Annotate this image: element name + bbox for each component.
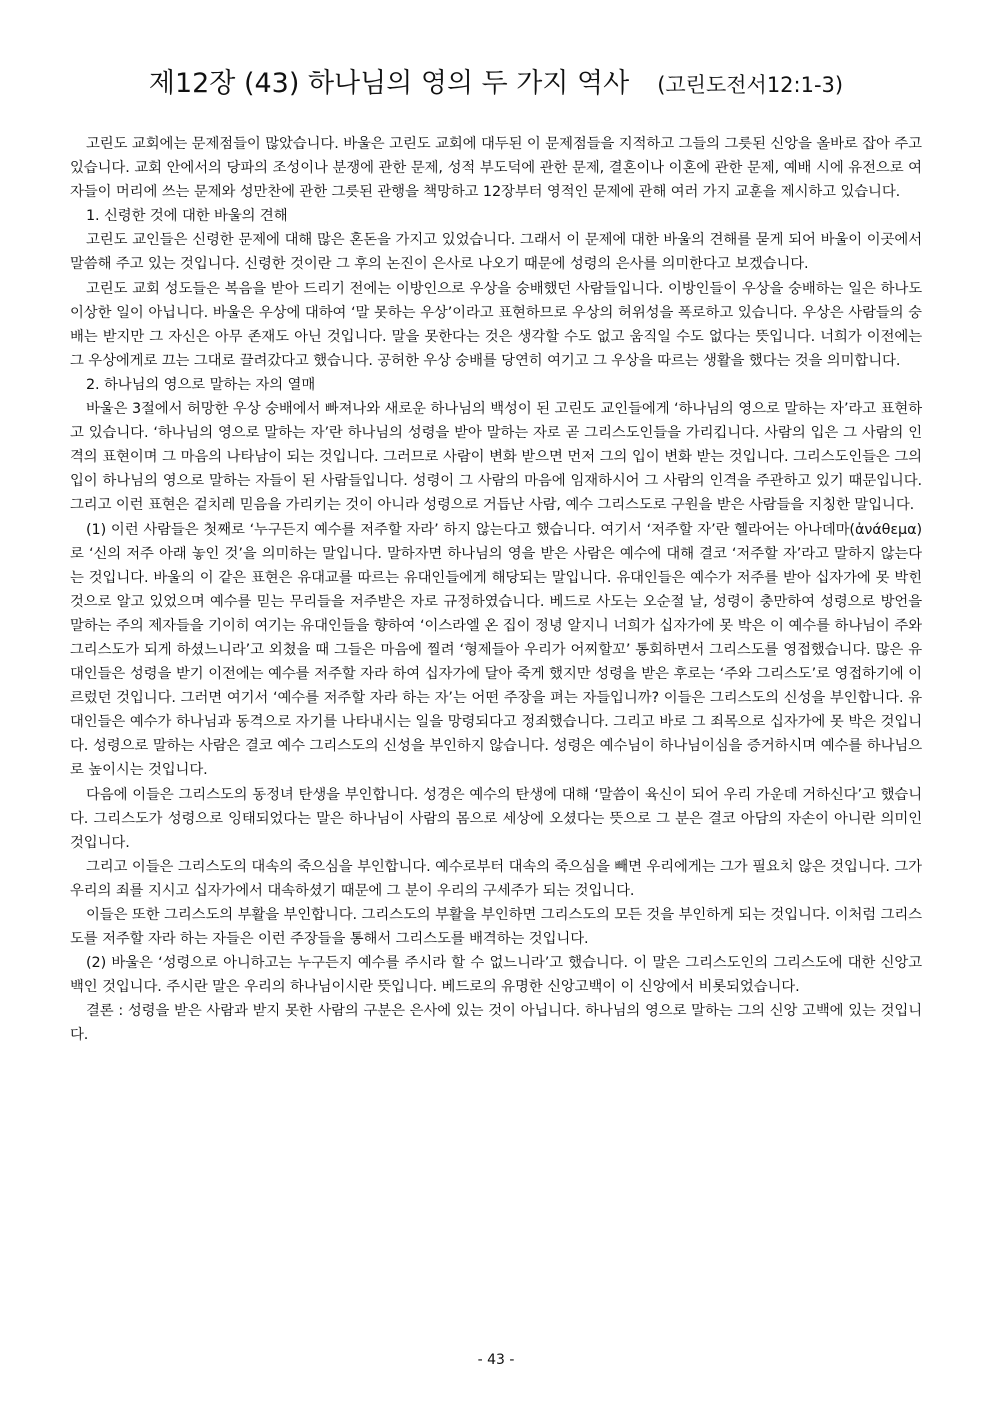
paragraph: 그리고 이들은 그리스도의 대속의 죽으심을 부인합니다. 예수로부터 대속의 죽으심을 빼면 우리에게는 그가 필요치 않은 것입니다. 그가 우리의 죄를 지시고 십자가에서 대속하셨기 때문에 그 분이 우리의 구세주가 되는 것입니다. <box>70 858 922 899</box>
paragraph: 다음에 이들은 그리스도의 동정녀 탄생을 부인합니다. 성경은 예수의 탄생에 대해 ‘말씀이 육신이 되어 우리 가운데 거하신다’고 했습니다. 그리스도가 성령으로 잉태되었다는 말은 하나님이 사람의 몸으로 세상에 오셨다는 뜻으로 그 분은 결코 아담의 자손이 아니란 의미인 것입니다. <box>70 786 922 851</box>
paragraph-conclusion: 결론 : 성령을 받은 사람과 받지 못한 사람의 구분은 은사에 있는 것이 아닙니다. 하나님의 영으로 말하는 그의 신앙 고백에 있는 것입니다. <box>70 1003 922 1044</box>
scripture-reference: (고린도전서12:1-3) <box>657 73 844 97</box>
document-page <box>70 62 922 1048</box>
paragraph: 고린도 교회 성도들은 복음을 받아 드리기 전에는 이방인으로 우상을 숭배했던 사람들입니다. 이방인들이 우상을 숭배하는 일은 하나도 이상한 일이 아닙니다. 바울은 우상에 대하여 ‘말 못하는 우상’이라고 표현하므로 우상의 허위성을 폭로하고 있습니다. 우상은 사람들의 숭배는 받지만 그 자신은 아무 존재도 아닌 것입니다. 말을 못한다는 것은 생각할 수도 없고 움직일 수도 없다는 뜻입니다. 너희가 이전에는 그 우상에게로 끄는 그대로 끌려갔다고 했습니다. 공허한 우상 숭배를 당연히 여기고 그 우상을 따르는 생활을 했다는 것을 의미합니다. <box>70 280 922 369</box>
page-title <box>70 62 922 106</box>
paragraph: 바울은 3절에서 허망한 우상 숭배에서 빠져나와 새로운 하나님의 백성이 된 고린도 교인들에게 ‘하나님의 영으로 말하는 자’라고 표현하고 있습니다. ‘하나님의 영으로 말하는 자’란 하나님의 성령을 받아 말하는 자로 곧 그리스도인들을 가리킵니다. 사람의 입은 그 사람의 인격의 표현이며 그 마음의 나타남이 되는 것입니다. 그러므로 사람이 변화 받으면 먼저 그의 입이 변화 받는 것입니다. 그리스도인들은 그의 입이 하나님의 영으로 말하는 자들이 된 사람들입니다. 성령이 그 사람의 마음에 임재하시어 그 사람의 인격을 주관하고 있기 때문입니다. 그리고 이런 표현은 겉치레 믿음을 가리키는 것이 아니라 성령으로 거듭난 사람, 예수 그리스도로 구원을 받은 사람들을 지칭한 말입니다. <box>70 401 922 514</box>
paragraph: 이들은 또한 그리스도의 부활을 부인합니다. 그리스도의 부활을 부인하면 그리스도의 모든 것을 부인하게 되는 것입니다. 이처럼 그리스도를 저주할 자라 하는 자들은 이런 주장들을 통해서 그리스도를 배격하는 것입니다. <box>70 907 922 948</box>
section-heading-2: 2. 하나님의 영으로 말하는 자의 열매 <box>86 376 316 393</box>
section-heading-1: 1. 신령한 것에 대한 바울의 견해 <box>86 208 288 225</box>
document-body <box>70 132 922 1048</box>
paragraph: 고린도 교인들은 신령한 문제에 대해 많은 혼돈을 가지고 있었습니다. 그래서 이 문제에 대한 바울의 견해를 묻게 되어 바울이 이곳에서 말씀해 주고 있는 것입니다. 신령한 것이란 그 후의 논진이 은사로 나오기 때문에 성령의 은사를 의미한다고 보겠습니다. <box>70 232 922 273</box>
chapter-title: 제12장 (43) 하나님의 영의 두 가지 역사 <box>148 68 630 99</box>
paragraph: (1) 이런 사람들은 첫째로 ‘누구든지 예수를 저주할 자라’ 하지 않는다고 했습니다. 여기서 ‘저주할 자’란 헬라어는 아나데마(ἀνάθεμα)로 ‘신의 저주 아래 놓인 것’을 의미하는 말입니다. 말하자면 하나님의 영을 받은 사람은 예수에 대해 결코 ‘저주할 자’라고 말하지 않는다는 것입니다. 바울의 이 같은 표현은 유대교를 따르는 유대인들에게 해당되는 말입니다. 유대인들은 예수가 저주를 받아 십자가에 못 박힌 것으로 알고 있었으며 예수를 믿는 무리들을 저주받은 자로 규정하였습니다. 베드로 사도는 오순절 날, 성령이 충만하여 성령으로 방언을 말하는 주의 제자들을 기이히 여기는 유대인들을 향하여 ‘이스라엘 온 집이 정녕 알지니 너희가 십자가에 못 박은 이 예수를 하나님이 주와 그리스도가 되게 하셨느니라’고 외쳤을 때 그들은 마음에 찔려 ‘형제들아 우리가 어찌할꼬’ 통회하면서 그리스도를 영접했습니다. 많은 유대인들은 성령을 받기 이전에는 예수를 저주할 자라 하여 십자가에 달아 죽게 했지만 성령을 받은 후로는 ‘주와 그리스도’로 영접하기에 이르렀던 것입니다. 그러면 여기서 ‘예수를 저주할 자라 하는 자’는 어떤 주장을 펴는 자들입니까? 이들은 그리스도의 신성을 부인합니다. 유대인들은 예수가 하나님과 동격으로 자기를 나타내시는 일을 망령되다고 정죄했습니다. 그리고 바로 그 죄목으로 십자가에 못 박은 것입니다. 성령으로 말하는 사람은 결코 예수 그리스도의 신성을 부인하지 않습니다. 성령은 예수님이 하나님이심을 증거하시며 예수를 하나님으로 높이시는 것입니다. <box>70 521 922 779</box>
page-number: - 43 - <box>477 1352 515 1368</box>
paragraph-intro: 고린도 교회에는 문제점들이 많았습니다. 바울은 고린도 교회에 대두된 이 문제점들을 지적하고 그들의 그릇된 신앙을 올바로 잡아 주고 있습니다. 교회 안에서의 당파의 조성이나 분쟁에 관한 문제, 성적 부도덕에 관한 문제, 결혼이나 이혼에 관한 문제, 예배 시에 유전으로 여자들이 머리에 쓰는 문제와 성만찬에 관한 그릇된 관행을 책망하고 12장부터 영적인 문제에 관해 여러 가지 교훈을 제시하고 있습니다. <box>70 136 922 201</box>
paragraph: (2) 바울은 ‘성령으로 아니하고는 누구든지 예수를 주시라 할 수 없느니라’고 했습니다. 이 말은 그리스도인의 그리스도에 대한 신앙고백인 것입니다. 주시란 말은 우리의 하나님이시란 뜻입니다. 베드로의 유명한 신앙고백이 이 신앙에서 비롯되었습니다. <box>70 955 922 996</box>
